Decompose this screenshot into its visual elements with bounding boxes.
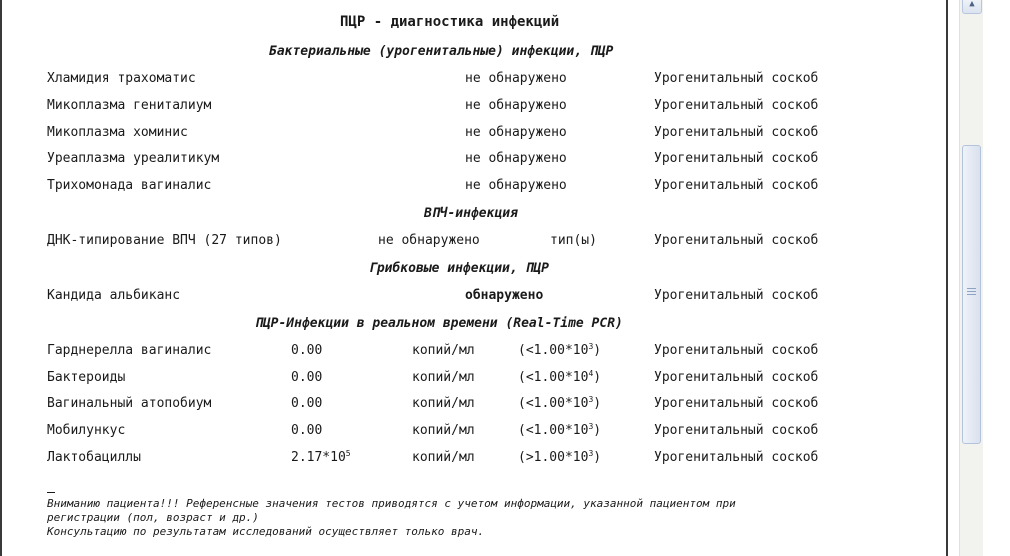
test-extra: тип(ы)	[550, 233, 597, 248]
test-reference: $(<1.00*10^3)$	[518, 342, 602, 358]
report-title: ПЦР - диагностика инфекций	[340, 14, 560, 30]
test-reference: $(<1.00*10^3)$	[518, 422, 602, 438]
test-material: Урогенитальный соскоб	[654, 396, 819, 411]
section-heading-realtime: ПЦР-Инфекции в реальном времени (Real-Time PCR)	[255, 316, 623, 331]
test-name: Микоплазма гениталиум	[47, 98, 212, 113]
section-heading-fungal: Грибковые инфекции, ПЦР	[369, 261, 550, 276]
test-material: Урогенитальный соскоб	[654, 125, 819, 140]
note-line: Вниманию пациента!!! Референсные значения тестов приводятся с учетом информации, указанной пациентом при	[47, 497, 736, 510]
test-units: копий/мл	[412, 396, 475, 411]
test-value: 0.00	[291, 343, 323, 358]
test-material: Урогенитальный соскоб	[654, 98, 819, 113]
test-name: Кандида альбиканс	[47, 288, 181, 303]
test-reference: $(>1.00*10^3)$	[518, 449, 602, 465]
test-result: не обнаружено	[465, 71, 567, 86]
test-result: не обнаружено	[465, 178, 567, 193]
test-reference: $(<1.00*10^4)$	[518, 369, 602, 385]
test-units: копий/мл	[412, 423, 475, 438]
test-name: Лактобациллы	[47, 450, 141, 465]
section-heading-bacterial: Бактериальные (урогенитальные) инфекции, ПЦР	[269, 44, 614, 59]
test-material: Урогенитальный соскоб	[654, 343, 819, 358]
test-material: Урогенитальный соскоб	[654, 450, 819, 465]
test-name: Бактероиды	[47, 370, 126, 385]
footnote-divider	[47, 492, 55, 493]
test-name: Микоплазма хоминис	[47, 125, 188, 140]
test-name: ДНК-типирование ВПЧ (27 типов)	[47, 233, 282, 248]
test-result: не обнаружено	[465, 98, 567, 113]
test-name: Мобилункус	[47, 423, 126, 438]
test-units: копий/мл	[412, 343, 475, 358]
test-result-positive: обнаружено	[465, 288, 544, 303]
test-value: $2.17*10^5$	[291, 449, 351, 465]
scroll-up-arrow-icon[interactable]: ▲	[962, 0, 982, 14]
test-result: не обнаружено	[465, 125, 567, 140]
test-value: 0.00	[291, 423, 323, 438]
test-reference: $(<1.00*10^3)$	[518, 395, 602, 411]
section-heading-hpv: ВПЧ-инфекция	[424, 206, 518, 221]
scroll-grip-icon	[967, 288, 976, 295]
vertical-scrollbar[interactable]	[959, 0, 983, 556]
test-value: 0.00	[291, 396, 323, 411]
test-name: Уреаплазма уреалитикум	[47, 151, 220, 166]
note-line: Консультацию по результатам исследований осуществляет только врач.	[47, 525, 485, 538]
test-name: Гарднерелла вагиналис	[47, 343, 212, 358]
test-material: Урогенитальный соскоб	[654, 178, 819, 193]
test-result: не обнаружено	[378, 233, 480, 248]
test-material: Урогенитальный соскоб	[654, 288, 819, 303]
test-material: Урогенитальный соскоб	[654, 233, 819, 248]
test-name: Вагинальный атопобиум	[47, 396, 212, 411]
test-material: Урогенитальный соскоб	[654, 71, 819, 86]
test-units: копий/мл	[412, 370, 475, 385]
test-result: не обнаружено	[465, 151, 567, 166]
test-name: Трихомонада вагиналис	[47, 178, 212, 193]
note-line: регистрации (пол, возраст и др.)	[47, 511, 259, 524]
patient-note	[47, 497, 736, 539]
page-left-border	[0, 0, 2, 556]
test-units: копий/мл	[412, 450, 475, 465]
test-material: Урогенитальный соскоб	[654, 423, 819, 438]
test-material: Урогенитальный соскоб	[654, 370, 819, 385]
test-value: 0.00	[291, 370, 323, 385]
test-name: Хламидия трахоматис	[47, 71, 196, 86]
page-right-border	[946, 0, 948, 556]
test-material: Урогенитальный соскоб	[654, 151, 819, 166]
scroll-thumb[interactable]	[962, 145, 981, 444]
